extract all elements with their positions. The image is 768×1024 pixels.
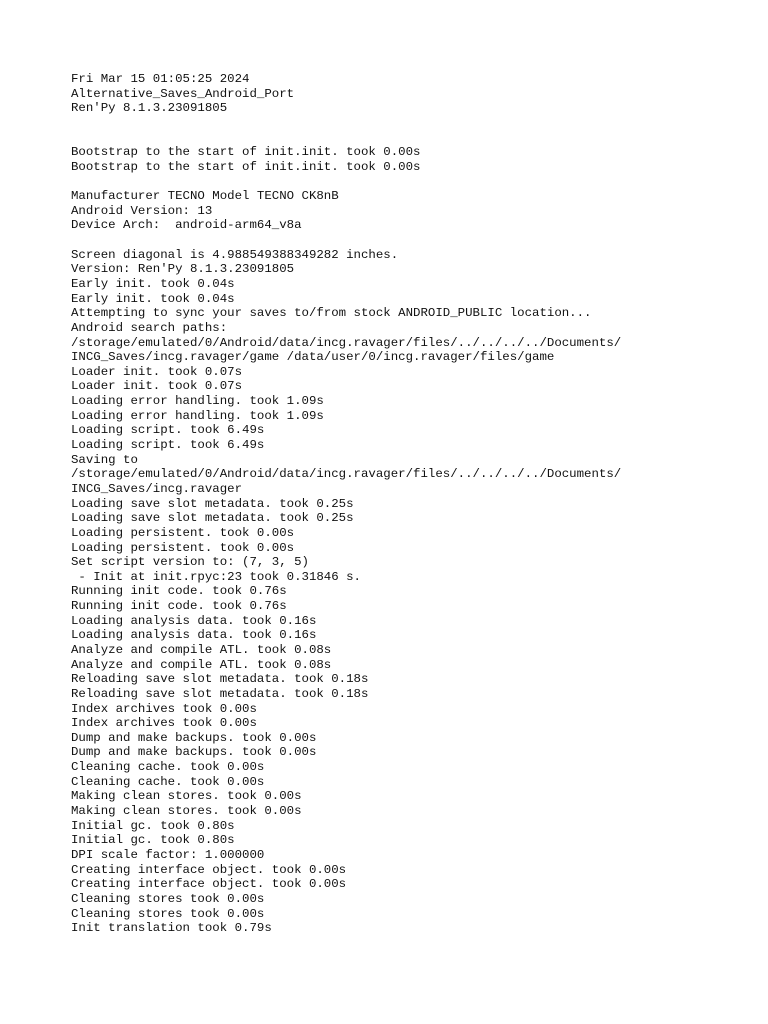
log-line: Dump and make backups. took 0.00s [71,730,317,745]
log-line: Index archives took 0.00s [71,716,257,731]
log-line: Initial gc. took 0.80s [71,833,235,848]
log-line: Loading persistent. took 0.00s [71,525,295,540]
blank-line [71,233,751,248]
blank-line [71,116,751,131]
log-line: Loading error handling. took 1.09s [71,408,324,423]
log-line: - Init at init.rpyc:23 took 0.31846 s. [71,569,361,584]
log-line: Making clean stores. took 0.00s [71,804,302,819]
log-line: Init translation took 0.79s [71,921,272,936]
log-line: Loader init. took 0.07s [71,379,243,394]
log-line: Attempting to sync your saves to/from stock ANDROID_PUBLIC location... [71,306,592,321]
log-line: Loading error handling. took 1.09s [71,394,324,409]
log-line: Screen diagonal is 4.988549388349282 inches. [71,247,399,262]
log-line: Bootstrap to the start of init.init. took 0.00s [71,145,421,160]
log-line: DPI scale factor: 1.000000 [71,847,265,862]
log-line: Analyze and compile ATL. took 0.08s [71,642,332,657]
log-line: Alternative_Saves_Android_Port [71,86,295,101]
log-line: Loading persistent. took 0.00s [71,540,295,555]
blank-line [71,131,751,146]
log-line: Making clean stores. took 0.00s [71,789,302,804]
blank-line [71,174,751,189]
log-line: Device Arch: android-arm64_v8a [71,218,302,233]
log-line: Creating interface object. took 0.00s [71,877,347,892]
log-line: Reloading save slot metadata. took 0.18s [71,686,369,701]
log-line: Cleaning cache. took 0.00s [71,760,265,775]
log-line: Android search paths: [71,320,228,335]
log-line: Loading save slot metadata. took 0.25s [71,496,354,511]
log-line: Creating interface object. took 0.00s [71,862,347,877]
log-line: Version: Ren'Py 8.1.3.23091805 [71,262,295,277]
log-line: Android Version: 13 [71,203,213,218]
log-line: Set script version to: (7, 3, 5) [71,555,309,570]
log-line: Running init code. took 0.76s [71,599,287,614]
log-line: Fri Mar 15 01:05:25 2024 [71,72,250,86]
log-line: Early init. took 0.04s [71,291,235,306]
log-line: Loading analysis data. took 0.16s [71,628,317,643]
log-line: Loading script. took 6.49s [71,438,265,453]
log-line: Loading script. took 6.49s [71,423,265,438]
log-line: INCG_Saves/incg.ravager/game /data/user/0/incg.ravager/files/game [71,350,555,365]
log-line: INCG_Saves/incg.ravager [71,481,243,496]
log-line: Manufacturer TECNO Model TECNO CK8nB [71,189,339,204]
log-line: /storage/emulated/0/Android/data/incg.ravager/files/../../../../Documents/ [71,335,622,350]
log-line: Cleaning cache. took 0.00s [71,774,265,789]
log-line: Dump and make backups. took 0.00s [71,745,317,760]
log-line: Loading analysis data. took 0.16s [71,613,317,628]
log-line: Cleaning stores took 0.00s [71,906,265,921]
log-line: Initial gc. took 0.80s [71,818,235,833]
log-line: Reloading save slot metadata. took 0.18s [71,672,369,687]
log-line: Early init. took 0.04s [71,276,235,291]
log-line: Saving to [71,452,138,467]
log-line: Bootstrap to the start of init.init. took 0.00s [71,159,421,174]
log-line: Ren'Py 8.1.3.23091805 [71,101,228,116]
log-line: Index archives took 0.00s [71,701,257,716]
log-line: Cleaning stores took 0.00s [71,891,265,906]
log-line: Loader init. took 0.07s [71,364,243,379]
log-document [71,72,751,936]
log-line: Running init code. took 0.76s [71,584,287,599]
log-line: Loading save slot metadata. took 0.25s [71,511,354,526]
log-line: Analyze and compile ATL. took 0.08s [71,657,332,672]
log-line: /storage/emulated/0/Android/data/incg.ravager/files/../../../../Documents/ [71,467,622,482]
